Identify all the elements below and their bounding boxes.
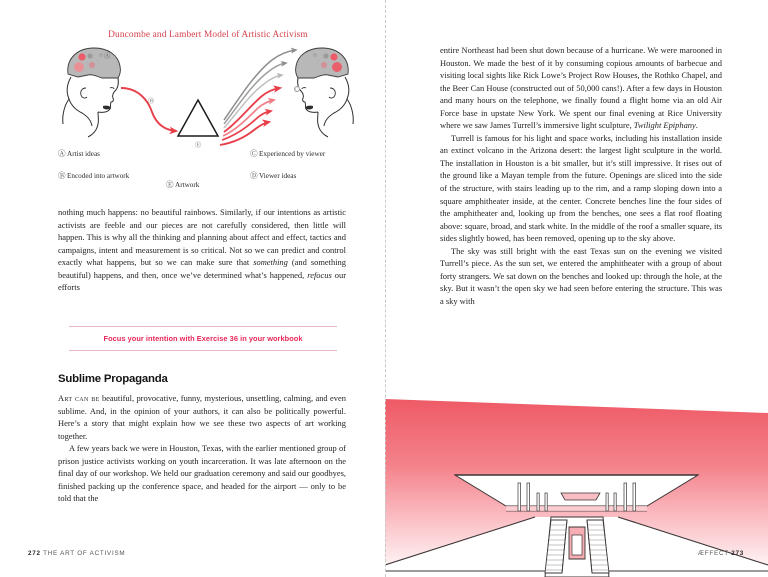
para-run-1: nothing much happens: no beautiful rainbows. Similarly, if our intentions as artistic activists are feeble and our pieces are not carefully considered, then little will happen. This is why all the thinking and planning about affect and effect, tactics and campaigns, intent and measurement is so critical. Not so we can predict and control exactly what happens, but so we can make sure that [58, 207, 346, 268]
right-para1-run1: entire Northeast had been shut down because of a hurricane. We were marooned in Houston. We made the best of it by consuming copious amounts of barbecue and visiting local sights like Rick Lowe’s Project Row Houses, the Rothko Chapel, and the Beer Can House (constructed out of 50,000 cans!). After a few days in Houston and many hours on the telephone, we finally found a flight home via an old Air Force base in upstate New York. We spent our final evening at Rice University where we saw James Turrell’s immersive light sculpture, [440, 45, 722, 131]
paragraph-art-rest: beautiful, provocative, funny, mysterious, unsettling, calming, and even sublime. And, in the opinion of your authors, it can also be politically powerful. Here’s a story that might explain how we see these two aspects of art working together. [58, 393, 346, 441]
right-para1-italic-title: Twilight Epiphany [633, 120, 696, 131]
figure-title: Duncombe and Lambert Model of Artistic Activism [108, 30, 308, 40]
footer-book-title: THE ART OF ACTIVISM [43, 550, 126, 557]
callout-rule-bottom [69, 350, 337, 351]
legend-mark-d: Ⓓ [250, 170, 258, 180]
right-para1-run2: . [695, 120, 698, 131]
para-run-3: our efforts [58, 269, 347, 293]
svg-text:Ⓔ: Ⓔ [195, 142, 202, 149]
small-caps-opening: Art can be [58, 393, 100, 403]
legend-mark-a: Ⓐ [58, 149, 66, 158]
legend-item-c [250, 148, 325, 159]
paragraph-rainbows [58, 206, 346, 294]
paragraph-art-can-be [58, 392, 346, 442]
legend-column-left [58, 148, 129, 191]
exercise-callout[interactable] [69, 326, 337, 351]
legend-label-c: Experienced by viewer [259, 150, 326, 158]
callout-text: Focus your intention with Exercise 36 in your workbook [103, 334, 303, 343]
left-section-body [58, 392, 346, 505]
left-body-text [58, 206, 346, 294]
paragraph-sky: The sky was still bright with the east Texas sun on the evening we visited Turrell’s piece. As the sun set, we entered the amphitheater with a group of about forty strangers. We sat down on the benches and looked up: through the hole, at the sky. But it wasn’t the open sky we had seen before entering the structure. This was a sky with [440, 245, 722, 306]
legend-mark-b: Ⓑ [58, 170, 66, 180]
legend-item-e [166, 179, 199, 190]
paragraph-turrell: Turrell is famous for his light and space works, including his installation inside an extinct volcano in the Arizona desert: the largest light sculpture in the world. The installation in Houston is a bit smaller, but it’s still impressive. It rises out of the ground like a Mayan temple from the future. Openings are sliced into the side of the structure, with stairs leading up to the rim, and a ramp sloping down into a square amphitheater inside, at the center. Concrete benches line the four sides of the amphitheater and, looking up from the benches, one sees a flat roof floating above: square, broad, and stark white. In the middle of the roof a smaller square, its sides slightly bowed, has been removed, opening up to the sky above. [440, 132, 722, 244]
footer-page-number: 272 [28, 550, 41, 557]
para-run-2: (and something beautiful) happens, and then, once we’ve determined what’s happened, [58, 257, 346, 280]
legend-label-b: Encoded into artwork [67, 171, 130, 180]
right-page [385, 0, 768, 577]
para-italic-something: something [253, 257, 288, 268]
paragraph-houston: A few years back we were in Houston, Texas, with the earlier mentioned group of prison justice activists working on youth incarceration. It was late afternoon on the final day of our workshop. We held our graduation ceremony and said our goodbyes, finished packing up the conference space, and headed for the airport — only to be told that the [58, 443, 346, 504]
page-spine-divider [385, 0, 386, 577]
legend-label-e: Artwork [175, 181, 200, 189]
legend-item-d [250, 170, 325, 181]
footer-right [698, 550, 744, 557]
para-italic-refocus: refocus [307, 269, 332, 280]
legend-label-d: Viewer ideas [259, 171, 297, 180]
svg-text:Ⓐ: Ⓐ [104, 53, 111, 60]
right-body-text [440, 44, 722, 307]
artist-head-icon [63, 48, 121, 137]
svg-text:Ⓒ: Ⓒ [294, 87, 300, 94]
footer-page-number-right: 273 [731, 550, 744, 557]
legend-column-middle [166, 179, 199, 201]
footer-left [28, 550, 125, 557]
figure-duncombe-lambert-model [58, 30, 358, 195]
paragraph-northeast [440, 44, 722, 132]
section-heading: Sublime Propaganda [58, 373, 168, 385]
legend-column-right [250, 148, 325, 191]
legend-label-a: Artist ideas [67, 150, 100, 158]
footer-section-title: ÆFFECT [697, 550, 729, 557]
figure-illustration [58, 44, 358, 156]
legend-item-a [58, 148, 129, 159]
legend-item-b [58, 170, 129, 181]
legend-mark-e: Ⓔ [166, 180, 174, 189]
svg-text:Ⓑ: Ⓑ [148, 98, 155, 105]
legend-mark-c: Ⓒ [250, 149, 258, 158]
viewer-head-icon [294, 48, 353, 137]
